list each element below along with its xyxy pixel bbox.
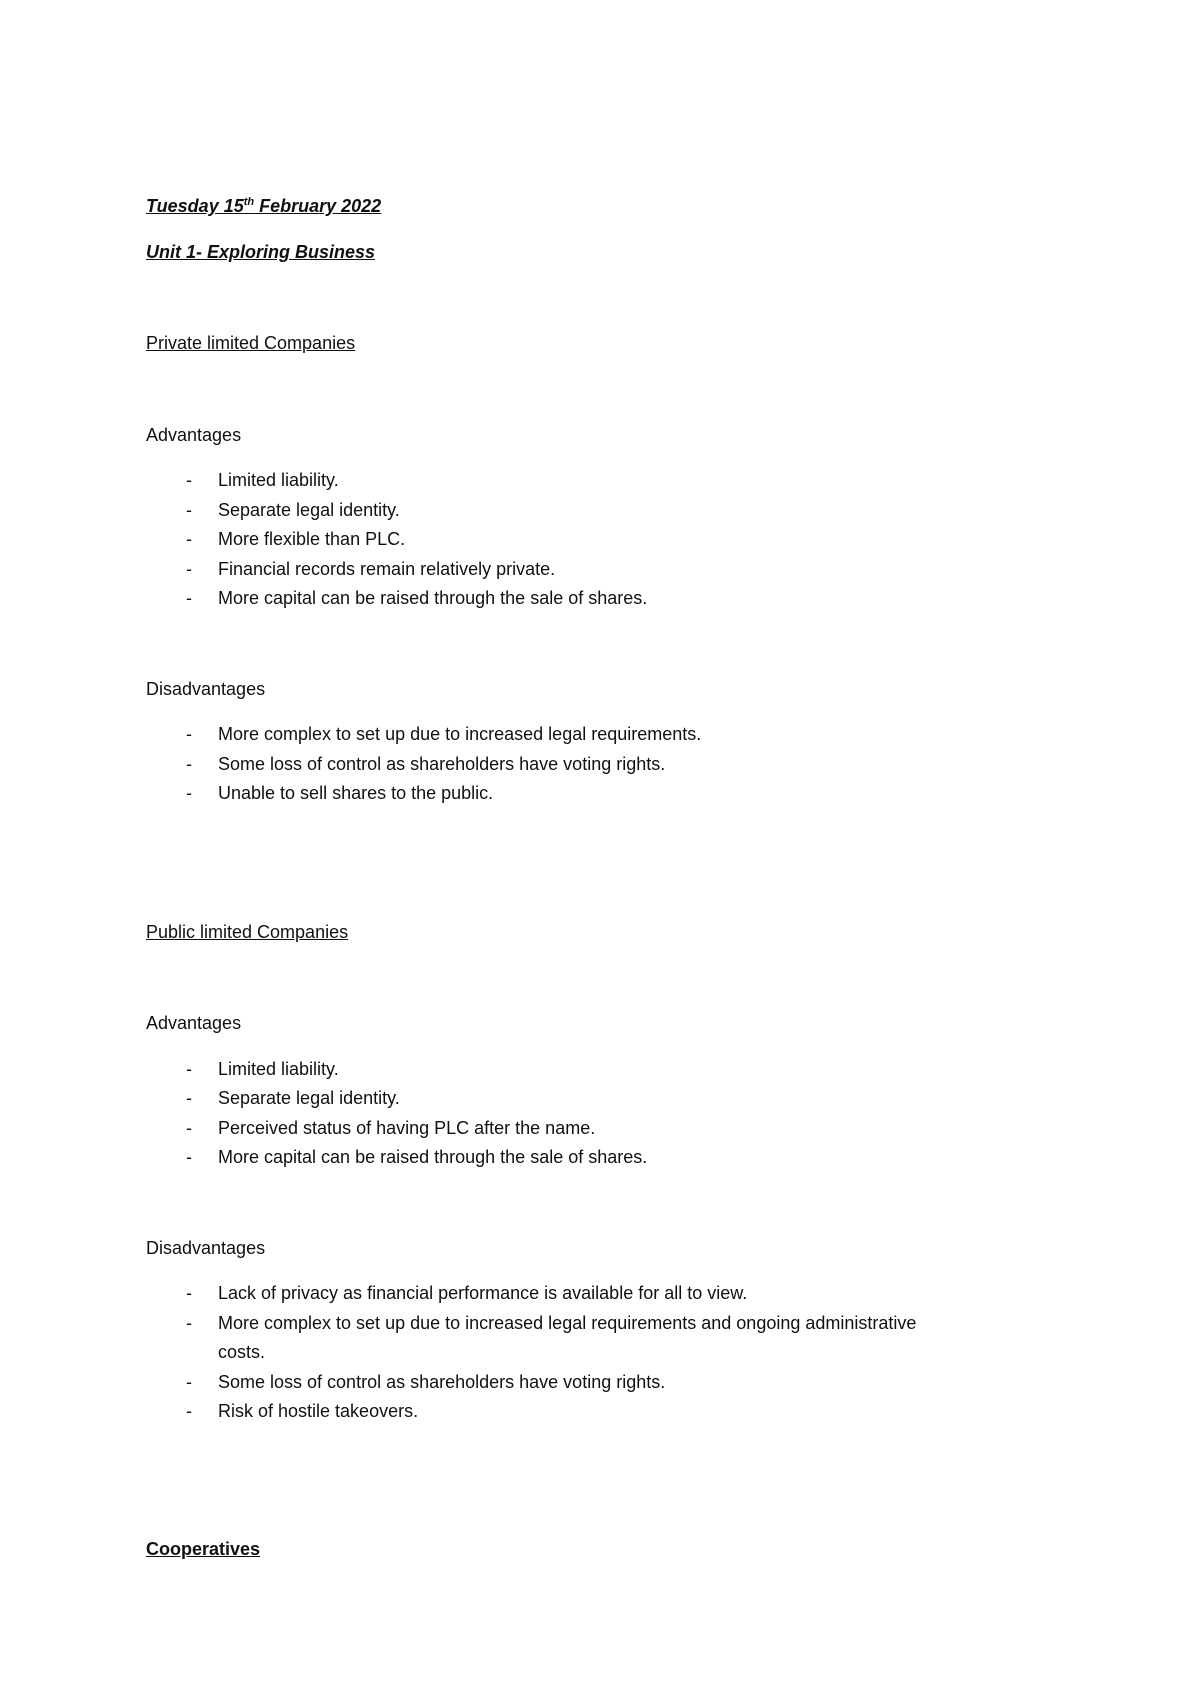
- bullet-dash: -: [186, 529, 192, 549]
- list-item-text: Financial records remain relatively private.: [218, 559, 556, 579]
- private-disadvantages-label: Disadvantages: [146, 679, 266, 699]
- bullet-dash: -: [186, 559, 192, 579]
- public-section-title: Public limited Companies: [146, 922, 349, 942]
- list-item-text: Some loss of control as shareholders have voting rights.: [218, 1372, 666, 1392]
- list-item-text: More capital can be raised through the sale of shares.: [218, 588, 648, 608]
- list-item-text: Separate legal identity.: [218, 1088, 400, 1108]
- date-rest: February 2022: [254, 196, 382, 216]
- date-ordinal: th: [243, 196, 255, 208]
- list-item-text: More flexible than PLC.: [218, 529, 406, 549]
- bullet-dash: -: [186, 724, 192, 744]
- bullet-dash: -: [186, 1283, 192, 1303]
- public-disadvantages-label: Disadvantages: [146, 1238, 266, 1258]
- list-item-text: Some loss of control as shareholders have voting rights.: [218, 754, 666, 774]
- bullet-dash: -: [186, 470, 192, 490]
- bullet-dash: -: [186, 1372, 192, 1392]
- bullet-dash: -: [186, 1059, 192, 1079]
- bullet-dash: -: [186, 1401, 192, 1421]
- list-item-text: More complex to set up due to increased legal requirements.: [218, 724, 702, 744]
- list-item-text: Limited liability.: [218, 470, 339, 490]
- bullet-dash: -: [186, 500, 192, 520]
- list-item-text: Limited liability.: [218, 1059, 339, 1079]
- list-item-text: More complex to set up due to increased legal requirements and ongoing administrative: [218, 1313, 917, 1333]
- list-item-text: costs.: [218, 1342, 266, 1362]
- unit-heading: Unit 1- Exploring Business: [146, 242, 376, 262]
- list-item-text: Risk of hostile takeovers.: [218, 1401, 419, 1421]
- bullet-dash: -: [186, 754, 192, 774]
- list-item-text: Lack of privacy as financial performance is available for all to view.: [218, 1283, 748, 1303]
- bullet-dash: -: [186, 783, 192, 803]
- bullet-dash: -: [186, 1313, 192, 1333]
- public-advantages-label: Advantages: [146, 1013, 242, 1033]
- private-advantages-label: Advantages: [146, 425, 242, 445]
- cooperatives-section-title: Cooperatives: [146, 1539, 261, 1559]
- list-item-text: Separate legal identity.: [218, 500, 400, 520]
- bullet-dash: -: [186, 1088, 192, 1108]
- bullet-dash: -: [186, 1118, 192, 1138]
- list-item-text: Perceived status of having PLC after the name.: [218, 1118, 596, 1138]
- date-day: Tuesday 15: [146, 196, 244, 216]
- list-item-text: More capital can be raised through the sale of shares.: [218, 1147, 648, 1167]
- list-item-text: Unable to sell shares to the public.: [218, 783, 494, 803]
- bullet-dash: -: [186, 1147, 192, 1167]
- bullet-dash: -: [186, 588, 192, 608]
- date-heading: [146, 195, 381, 217]
- private-section-title: Private limited Companies: [146, 333, 356, 353]
